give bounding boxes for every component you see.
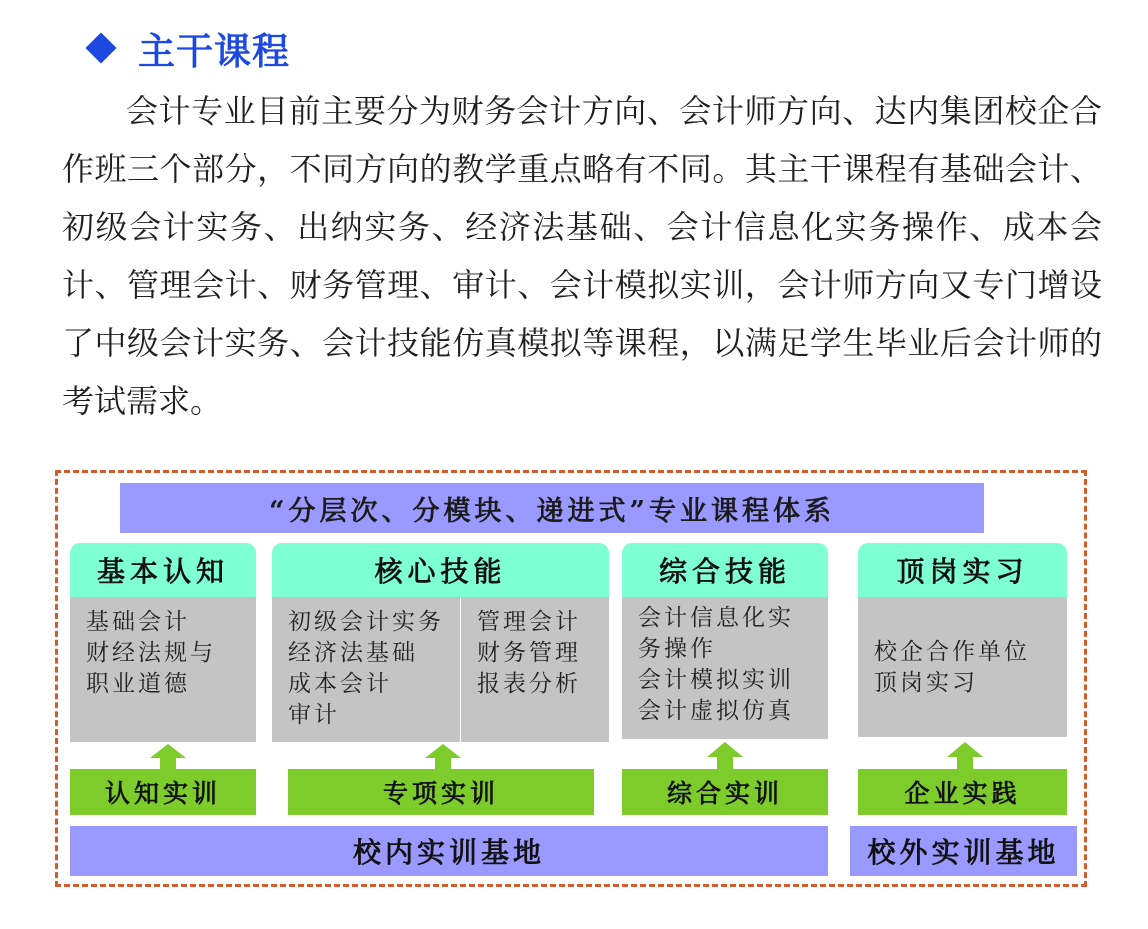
- column-body-core-right: [461, 597, 609, 742]
- training-box-special: 专项实训: [288, 769, 594, 815]
- section-title: 主干课程: [138, 30, 290, 73]
- column-header-core: 核心技能: [272, 543, 609, 597]
- course-item: 基础会计: [86, 609, 190, 635]
- section-paragraph: 会计专业目前主要分为财务会计方向、会计师方向、达内集团校企合作班三个部分，不同方向的教学重点略有不同。其主干课程有基础会计、初级会计实务、出纳实务、经济法基础、会计信息化实务操作、成本会计、管理会计、财务管理、审计、会计模拟实训，会计师方向又专门增设了中级会计实务、会计技能仿真模拟等课程，以满足学生毕业后会计师的考试需求。: [62, 92, 1102, 420]
- course-item: 务操作: [638, 636, 716, 662]
- course-item: 审计: [288, 702, 340, 728]
- column-body-core-left: [272, 597, 460, 742]
- course-item: 会计信息化实: [638, 605, 794, 631]
- training-box-practice: 企业实践: [858, 769, 1067, 815]
- course-item: 初级会计实务: [288, 609, 444, 635]
- column-header-basic: 基本认知: [70, 543, 256, 597]
- external-training-base: 校外实训基地: [850, 826, 1077, 876]
- column-body-basic: [70, 597, 256, 742]
- column-header-internship: 顶岗实习: [858, 543, 1067, 597]
- course-item: 会计模拟实训: [638, 667, 794, 693]
- course-item: 管理会计: [477, 609, 581, 635]
- course-item: 报表分析: [477, 671, 581, 697]
- column-body-internship: [858, 597, 1067, 737]
- course-item: 职业道德: [86, 671, 190, 697]
- training-box-integrated: 综合实训: [622, 769, 828, 815]
- internal-training-base: 校内实训基地: [70, 826, 828, 876]
- up-arrow-icon: [421, 742, 465, 770]
- column-header-integrated: 综合技能: [622, 543, 828, 597]
- up-arrow-icon: [146, 742, 190, 770]
- course-item: 经济法基础: [288, 640, 418, 666]
- diagram-banner: “分层次、分模块、递进式”专业课程体系: [120, 483, 984, 533]
- course-item: 顶岗实习: [874, 670, 978, 696]
- course-item: 成本会计: [288, 671, 392, 697]
- section-heading: [84, 20, 290, 76]
- up-arrow-icon: [943, 740, 987, 770]
- course-item: 校企合作单位: [874, 639, 1030, 665]
- course-item: 财务管理: [477, 640, 581, 666]
- column-body-integrated: [622, 597, 828, 739]
- course-item: 财经法规与: [86, 640, 216, 666]
- course-item: 会计虚拟仿真: [638, 698, 794, 724]
- diamond-bullet-icon: [85, 32, 116, 63]
- training-box-cognitive: 认知实训: [70, 769, 256, 815]
- up-arrow-icon: [703, 740, 747, 770]
